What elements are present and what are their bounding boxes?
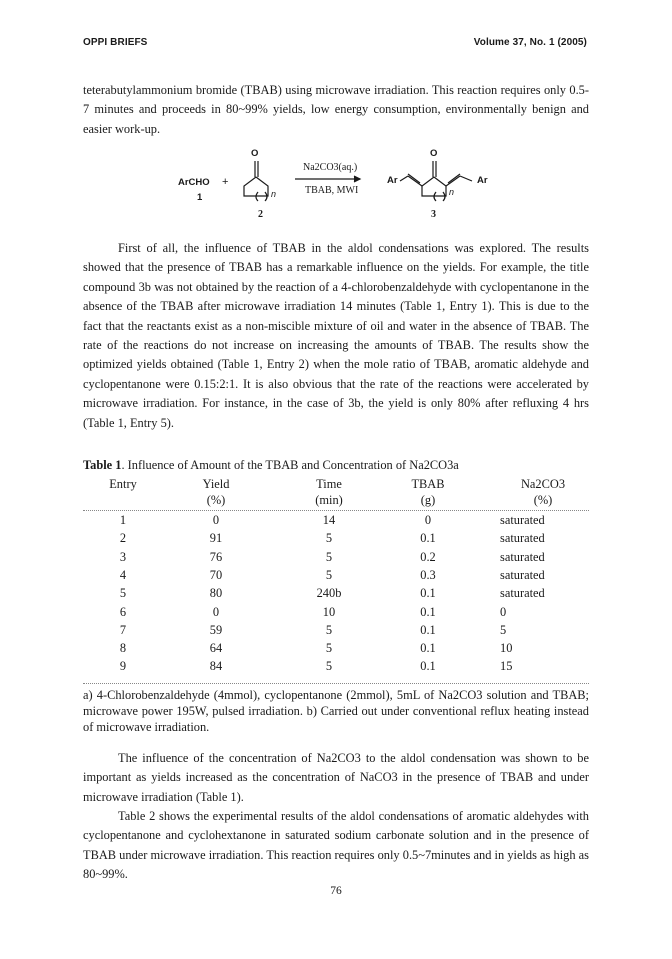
table-cell: 0 [500, 604, 507, 619]
table-cell: 64 [209, 641, 223, 656]
table-row [83, 639, 589, 657]
table-row [83, 529, 589, 547]
table-cell: 70 [209, 567, 223, 582]
table-cell: 80 [209, 586, 223, 601]
table-header-rule [83, 510, 589, 511]
intro-paragraph: teterabutylammonium bromide (TBAB) using microwave irradiation. This reaction requires only 0.5-7 minutes and proceeds in 80~99% yields, low energy consumption, environmentally benign and easier work-up. [83, 83, 589, 136]
table-cell: 0.1 [420, 586, 436, 601]
table-unit-row [83, 492, 589, 508]
results-paragraph: First of all, the influence of TBAB in the aldol condensations was explored. The results showed that the presence of TBAB has a remarkable influence on the yields. For example, the title compound 3b was not obtained by the reaction of a 4-chlorobenzaldehyde with cyclopentanone in the absence of the TBAB after microwave irradiation 14 minutes (Table 1, Entry 1). This is due to the fact that the reactants exist as a non-miscible mixture of oil and water in the absence of TBAB. The rate of the reactions do not increase on increasing the amounts of TBAB. The results show the optimized yields obtained (Table 1, Entry 2) when the mole ratio of TBAB, aromatic aldehyde and cyclopentanone were 0.15:2:1. It is also obvious that the rate of the reactions were accelerated by microwave irradiation. For instance, in the case of 3b, the yield is only 80% after refluxing 4 hrs (Table 1, Entry 5). [83, 241, 589, 430]
header-na2co3: Na2CO3 [520, 477, 566, 491]
table-cell: 0.1 [420, 604, 436, 619]
header-tbab: TBAB [411, 477, 445, 491]
header-time: Time [316, 477, 342, 491]
running-header-journal: OPPI BRIEFS [83, 37, 148, 48]
table-row [83, 621, 589, 639]
table-cell: 9 [119, 659, 127, 674]
table-cell: 1 [119, 513, 127, 527]
plus-sign: + [222, 176, 229, 188]
table-cell: 0 [212, 513, 220, 527]
table-cell: 6 [119, 604, 127, 619]
table-cell: 0.1 [420, 622, 436, 637]
unit-yield: (%) [206, 493, 226, 507]
table-cell: 0 [212, 604, 220, 619]
reaction-scheme [0, 0, 672, 240]
table-caption-text: . Influence of Amount of the TBAB and Concentration of Na2CO3a [121, 458, 459, 472]
product-ar-right: Ar [477, 175, 488, 186]
running-header-volume: Volume 37, No. 1 (2005) [473, 37, 587, 48]
table-cell: 5 [500, 622, 507, 637]
table-cell: 84 [209, 659, 223, 674]
table-cell: saturated [500, 531, 545, 546]
table-row [83, 548, 589, 566]
table-cell: 0.1 [420, 659, 436, 674]
table-cell: saturated [500, 513, 545, 527]
table-cell: 5 [325, 622, 333, 637]
unit-tbab: (g) [420, 493, 436, 507]
table-cell: 14 [322, 513, 336, 527]
unit-time: (min) [315, 493, 343, 507]
table-cell: 76 [209, 549, 223, 564]
table-cell: 4 [119, 567, 127, 582]
table-bottom-rule [83, 683, 589, 684]
table-cell: 0.3 [420, 567, 436, 582]
table-header-row [83, 476, 589, 492]
ketone-number: 2 [258, 209, 263, 220]
table2-paragraph: Table 2 shows the experimental results of the aldol condensations of aromatic aldehydes with cyclopentanone and cyclohextanone in saturated sodium carbonate solution and in the presence of TBAB under microwave irradiation. This reaction requires only 0.5~7minutes and in yields as high as 80~99%. [83, 809, 589, 882]
table-row [83, 511, 589, 529]
table-cell: 10 [322, 604, 336, 619]
table-cell: saturated [500, 567, 545, 582]
table-cell: 5 [325, 567, 333, 582]
reagent-condition-bottom: TBAB, MWI [305, 185, 359, 196]
reactant-aldehyde: ArCHO [178, 177, 210, 188]
table-cell: 0.1 [420, 531, 436, 546]
table-cell: 3 [119, 549, 127, 564]
ketone-oxygen: O [251, 148, 259, 159]
table-cell: saturated [500, 586, 545, 601]
unit-na2co3: (%) [533, 493, 553, 507]
product-number: 3 [431, 209, 436, 220]
table-cell: 5 [325, 549, 333, 564]
header-entry: Entry [109, 477, 137, 491]
table-cell: 0.2 [420, 549, 436, 564]
header-yield: Yield [202, 477, 230, 491]
concentration-paragraph: The influence of the concentration of Na2CO3 to the aldol condensation was shown to be important as yields increased as the concentration of NaCO3 in the presence of TBAB and under microwave irradiation (Table 1). [83, 751, 589, 804]
table-row [83, 603, 589, 621]
reactant-aldehyde-number: 1 [197, 192, 203, 203]
table-caption-label: Table 1 [83, 458, 122, 472]
table-footnote: a) 4-Chlorobenzaldehyde (4mmol), cyclopentanone (2mmol), 5mL of Na2CO3 solution and TBAB; microwave power 195W, pulsed irradiation. b) Carried out under conventional reflux heating instead of microwave irradiation. [83, 688, 589, 734]
ketone-n-label: n [271, 189, 277, 199]
table-caption [83, 458, 459, 473]
product-ar-left: Ar [387, 175, 398, 186]
table-cell: 0 [424, 513, 432, 527]
table-row [83, 566, 589, 584]
page-number: 76 [330, 885, 342, 897]
table-cell: 7 [119, 622, 127, 637]
table-row [83, 584, 589, 602]
table-cell: 5 [325, 659, 333, 674]
table-cell: 10 [500, 641, 513, 656]
product-n-label: n [449, 187, 455, 197]
table-cell: 59 [209, 622, 223, 637]
table-cell: 2 [119, 531, 127, 546]
table-cell: saturated [500, 549, 545, 564]
table-cell: 240b [316, 586, 342, 601]
reagent-condition-top: Na2CO3(aq.) [303, 162, 358, 173]
table-cell: 15 [500, 659, 513, 674]
table-cell: 5 [325, 641, 333, 656]
table-cell: 91 [209, 531, 223, 546]
table-cell: 8 [119, 641, 127, 656]
table-row [83, 657, 589, 675]
table-cell: 5 [119, 586, 127, 601]
table-cell: 0.1 [420, 641, 436, 656]
product-oxygen: O [430, 148, 438, 159]
table-cell: 5 [325, 531, 333, 546]
